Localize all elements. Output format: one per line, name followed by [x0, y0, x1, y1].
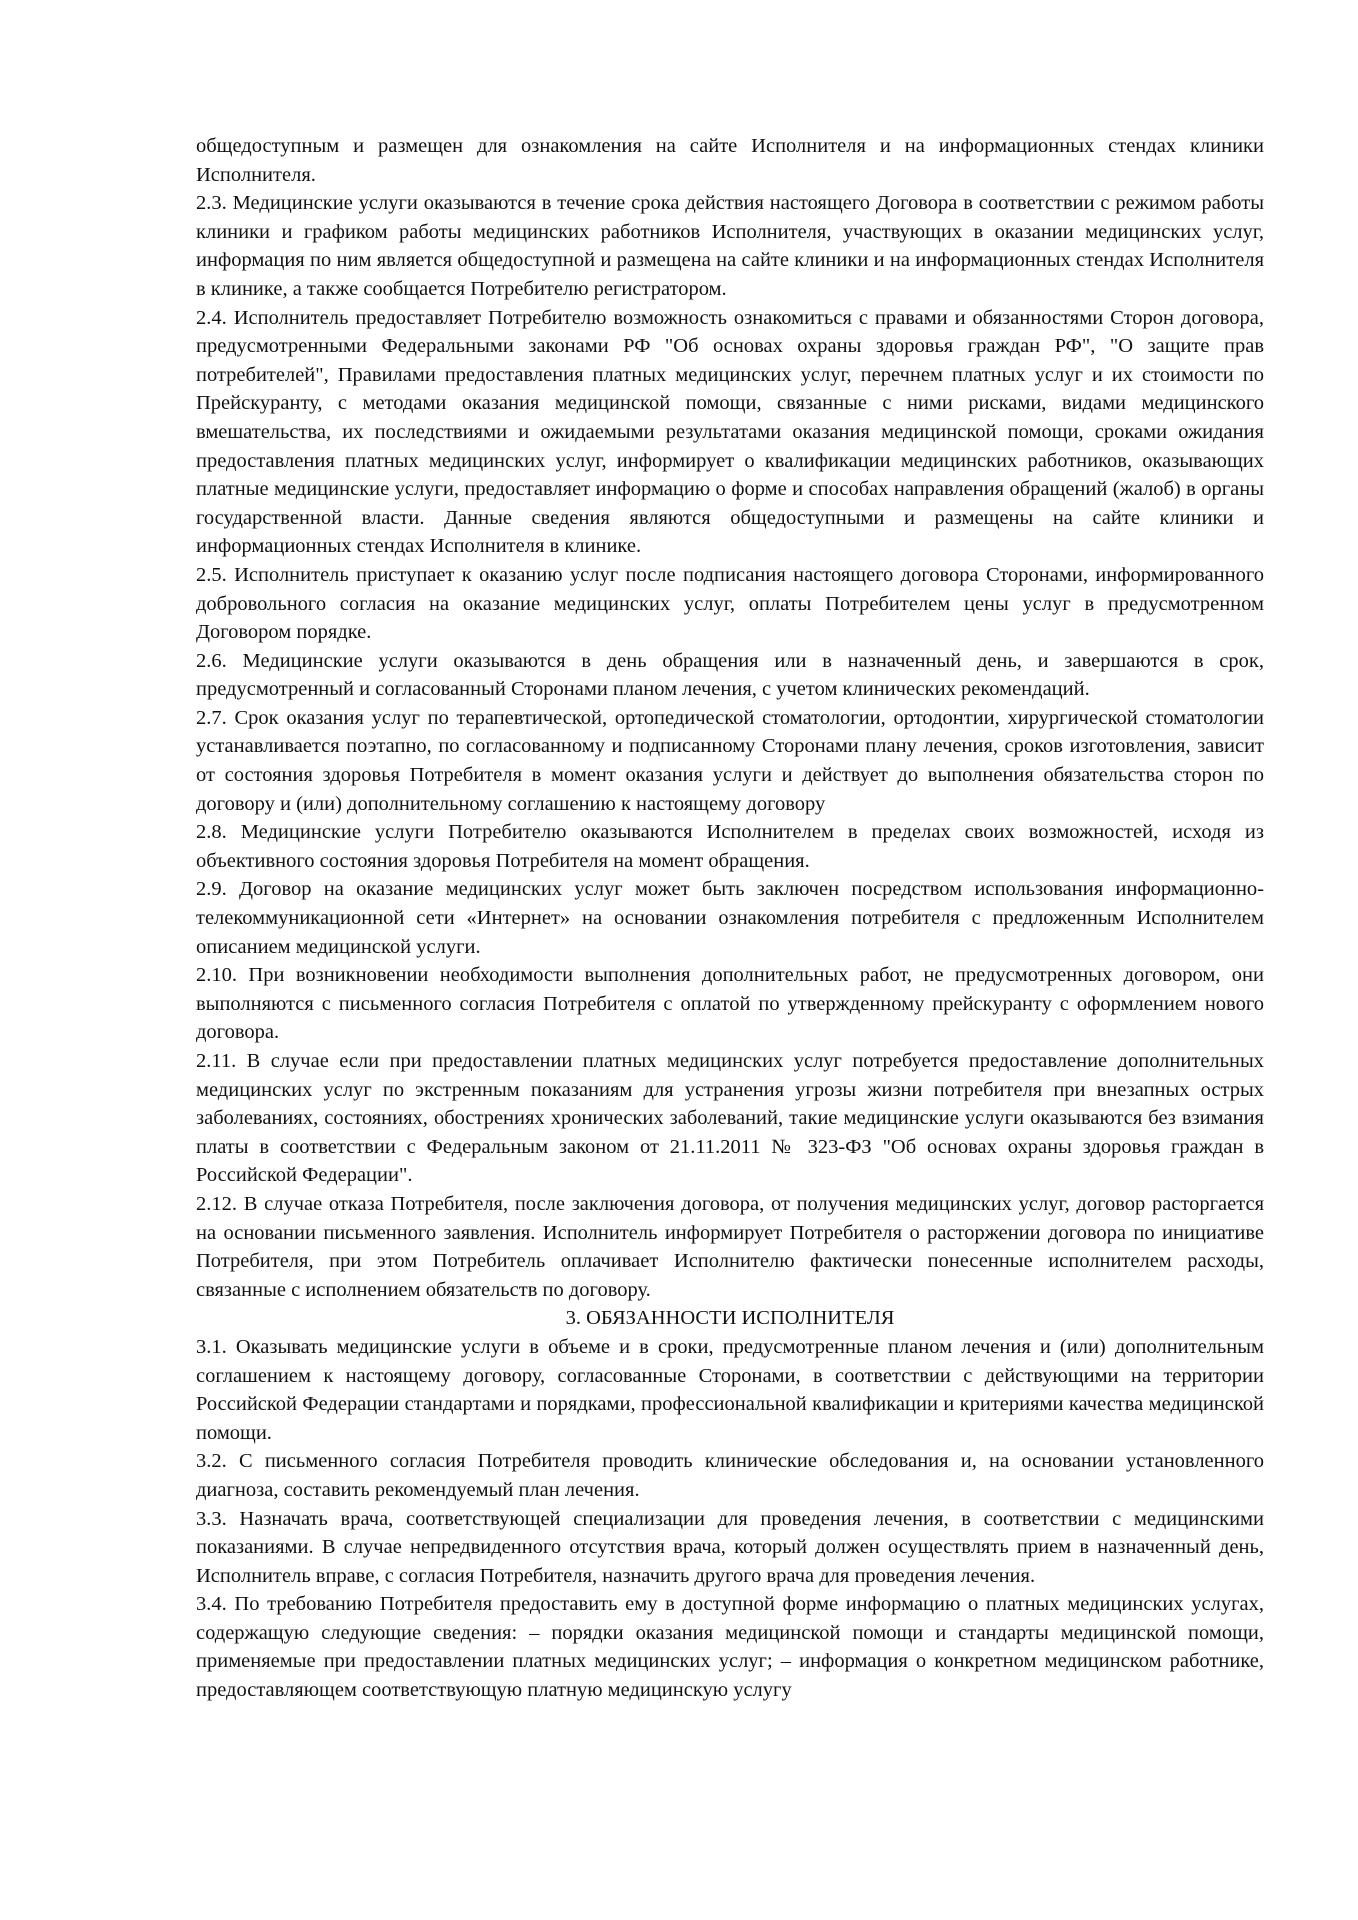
paragraph-3-3: 3.3. Назначать врача, соответствующей специализации для проведения лечения, в соответствии с медицинскими показаниями. В случае непредвиденного отсутствия врача, который должен осуществлять прием в назначенный день, Исполнитель вправе, с согласия Потребителя, назначить другого врача для проведения лечения. [196, 1507, 1264, 1587]
paragraph-2-10: 2.10. При возникновении необходимости выполнения дополнительных работ, не предусмотренных договором, они выполняются с письменного согласия Потребителя с оплатой по утвержденному прейскуранту с оформлением нового договора. [196, 964, 1264, 1044]
paragraph-2-3: 2.3. Медицинские услуги оказываются в течение срока действия настоящего Договора в соответствии с режимом работы клиники и графиком работы медицинских работников Исполнителя, участвующих в оказании медицинских услуг, информация по ним является общедоступной и размещена на сайте клиники и на информационных стендах Исполнителя в клинике, а также сообщается Потребителю регистратором. [196, 192, 1264, 300]
paragraph-2-9: 2.9. Договор на оказание медицинских услуг может быть заключен посредством использования информационно-телекоммуникационной сети «Интернет» на основании ознакомления потребителя с предложенным Исполнителем описанием медицинской услуги. [196, 878, 1264, 958]
paragraph-3-1: 3.1. Оказывать медицинские услуги в объеме и в сроки, предусмотренные планом лечения и (или) дополнительным соглашением к настоящему договору, согласованные Сторонами, в соответствии с действующими на территории Российской Федерации стандартами и порядками, профессиональной квалификации и критериями качества медицинской помощи. [196, 1335, 1264, 1444]
paragraph-2-11: 2.11. В случае если при предоставлении платных медицинских услуг потребуется предоставление дополнительных медицинских услуг по экстренным показаниям для устранения угрозы жизни потребителя при внезапных острых заболеваниях, состояниях, обострениях хронических заболеваний, такие медицинские услуги оказываются без взимания платы в соответствии с Федеральным законом от 21.11.2011 № 323-ФЗ "Об основах охраны здоровья граждан в Российской Федерации". [196, 1050, 1264, 1187]
paragraph-2-8: 2.8. Медицинские услуги Потребителю оказываются Исполнителем в пределах своих возможностей, исходя из объективного состояния здоровья Потребителя на момент обращения. [196, 821, 1264, 872]
section-3-heading: 3. ОБЯЗАННОСТИ ИСПОЛНИТЕЛЯ [565, 1307, 895, 1330]
paragraph-3-2: 3.2. С письменного согласия Потребителя проводить клинические обследования и, на основании установленного диагноза, составить рекомендуемый план лечения. [196, 1450, 1264, 1501]
document-body [196, 132, 1264, 1705]
paragraph-2-12: 2.12. В случае отказа Потребителя, после заключения договора, от получения медицинских услуг, договор расторгается на основании письменного заявления. Исполнитель информирует Потребителя о расторжении договора по инициативе Потребителя, при этом Потребитель оплачивает Исполнителю фактически понесенные исполнителем расходы, связанные с исполнением обязательств по договору. [196, 1192, 1264, 1301]
paragraph-3-4: 3.4. По требованию Потребителя предоставить ему в доступной форме информацию о платных медицинских услугах, содержащую следующие сведения: – порядки оказания медицинской помощи и стандарты медицинской помощи, применяемые при предоставлении платных медицинских услуг; – информация о конкретном медицинском работнике, предоставляющем соответствующую платную медицинскую услугу [196, 1593, 1264, 1702]
paragraph-2-5: 2.5. Исполнитель приступает к оказанию услуг после подписания настоящего договора Сторонами, информированного добровольного согласия на оказание медицинских услуг, оплаты Потребителем цены услуг в предусмотренном Договором порядке. [196, 563, 1264, 644]
paragraph-2-7: 2.7. Срок оказания услуг по терапевтической, ортопедической стоматологии, ортодонтии, хирургической стоматологии устанавливается поэтапно, по согласованному и подписанному Сторонами плану лечения, сроков изготовления, зависит от состояния здоровья Потребителя в момент оказания услуги и действует до выполнения обязательства сторон по договору и (или) дополнительному соглашению к настоящему договору [196, 706, 1264, 815]
paragraph-2-4: 2.4. Исполнитель предоставляет Потребителю возможность ознакомиться с правами и обязанностями Сторон договора, предусмотренными Федеральными законами РФ "Об основах охраны здоровья граждан РФ", "О защите прав потребителей", Правилами предоставления платных медицинских услуг, перечнем платных услуг и их стоимости по Прейскуранту, с методами оказания медицинской помощи, связанные с ними рисками, видами медицинского вмешательства, их последствиями и ожидаемыми результатами оказания медицинской помощи, сроками ожидания предоставления платных медицинских услуг, информирует о квалификации медицинских работников, оказывающих платные медицинские услуги, предоставляет информацию о форме и способах направления обращений (жалоб) в органы государственной власти. Данные сведения являются общедоступными и размещены на сайте клиники и информационных стендах Исполнителя в клинике. [196, 306, 1264, 558]
paragraph-2-6: 2.6. Медицинские услуги оказываются в день обращения или в назначенный день, и завершаются в срок, предусмотренный и согласованный Сторонами планом лечения, с учетом клинических рекомендаций. [196, 649, 1264, 701]
paragraph-2-2-continued: общедоступным и размещен для ознакомления на сайте Исполнителя и на информационных стендах клиники Исполнителя. [196, 135, 1264, 186]
